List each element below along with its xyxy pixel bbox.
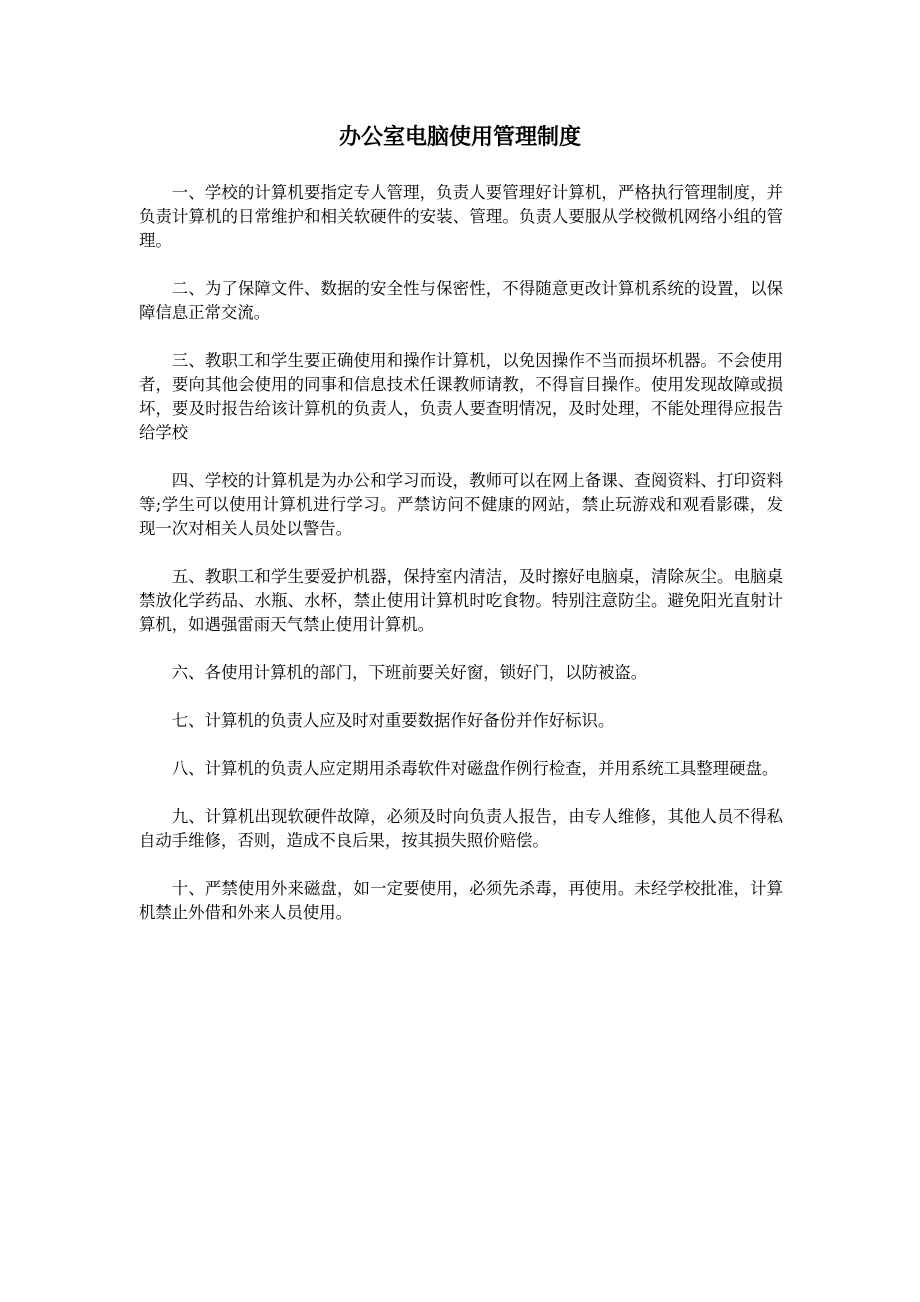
paragraph-5: 五、教职工和学生要爱护机器，保持室内清洁，及时擦好电脑桌，清除灰尘。电脑桌禁放化学药品、水瓶、水杯，禁止使用计算机时吃食物。特别注意防尘。避免阳光直射计算机，如遇强雷雨天气禁止使用计算机。: [139, 567, 783, 634]
paragraph-1: 一、学校的计算机要指定专人管理，负责人要管理好计算机，严格执行管理制度，并负责计算机的日常维护和相关软硬件的安装、管理。负责人要服从学校微机网络小组的管理。: [139, 183, 783, 250]
document-title: 办公室电脑使用管理制度: [338, 124, 581, 150]
paragraph-2: 二、为了保障文件、数据的安全性与保密性，不得随意更改计算机系统的设置，以保障信息正常交流。: [139, 279, 783, 322]
paragraph-8: 八、计算机的负责人应定期用杀毒软件对磁盘作例行检查，并用系统工具整理硬盘。: [171, 759, 779, 778]
paragraph-10: 十、严禁使用外来磁盘，如一定要使用，必须先杀毒，再使用。未经学校批准，计算机禁止外借和外来人员使用。: [139, 879, 783, 922]
document-body: [139, 181, 783, 949]
paragraph-7: 七、计算机的负责人应及时对重要数据作好备份并作好标识。: [171, 711, 615, 730]
paragraph-9: 九、计算机出现软硬件故障，必须及时向负责人报告，由专人维修，其他人员不得私自动手维修，否则，造成不良后果，按其损失照价赔偿。: [139, 807, 783, 850]
paragraph-4: 四、学校的计算机是为办公和学习而设，教师可以在网上备课、查阅资料、打印资料等;学生可以使用计算机进行学习。严禁访问不健康的网站，禁止玩游戏和观看影碟，发现一次对相关人员处以警告。: [139, 471, 783, 538]
paragraph-6: 六、各使用计算机的部门，下班前要关好窗，锁好门，以防被盗。: [171, 663, 648, 682]
paragraph-3: 三、教职工和学生要正确使用和操作计算机，以免因操作不当而损坏机器。不会使用者，要向其他会使用的同事和信息技术任课教师请教，不得盲目操作。使用发现故障或损坏，要及时报告给该计算机的负责人，负责人要查明情况，及时处理，不能处理得应报告给学校: [139, 351, 783, 442]
